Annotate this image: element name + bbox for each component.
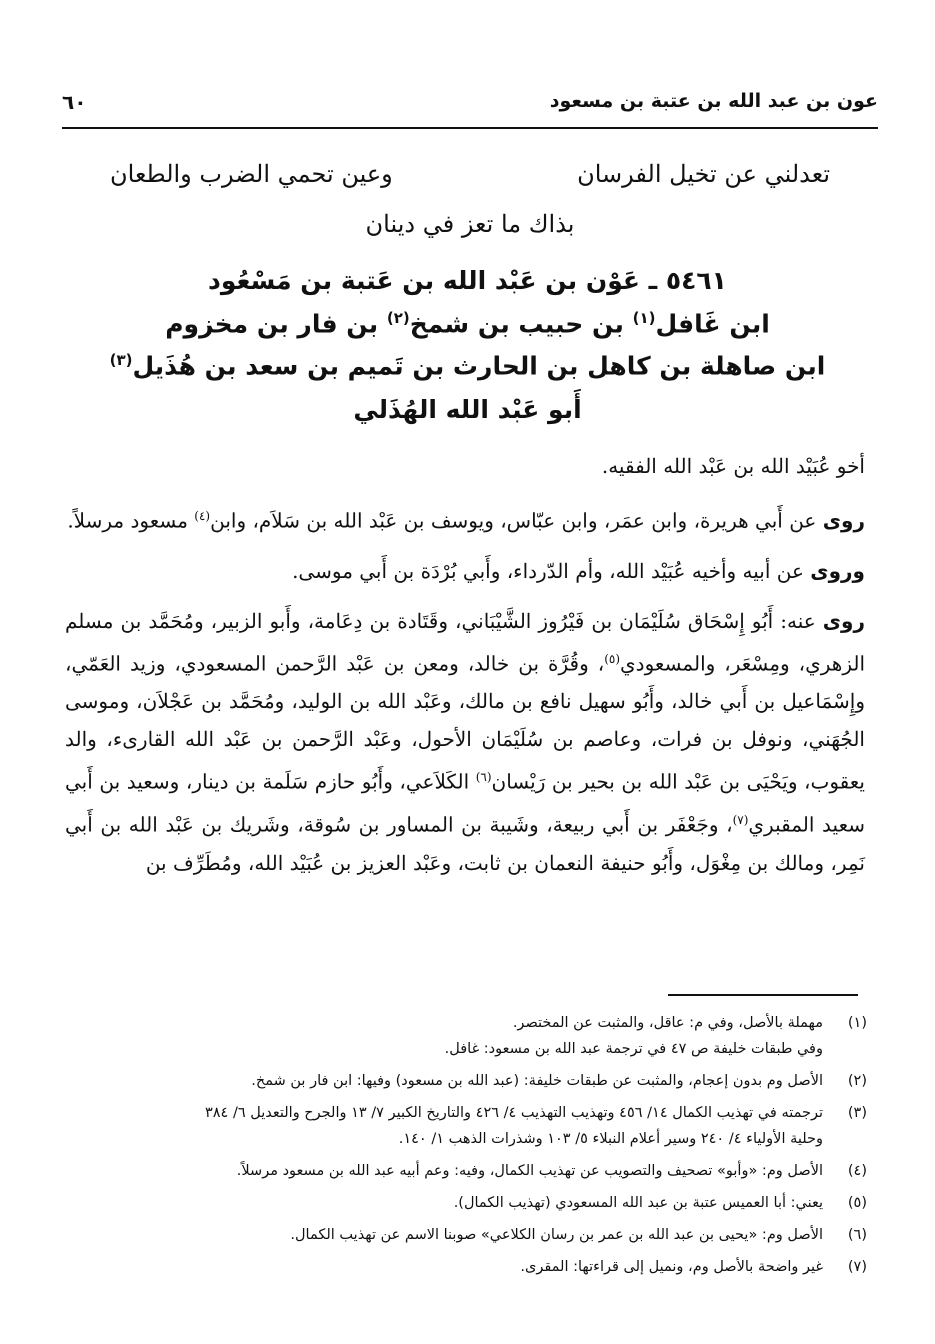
page-header [62,88,878,122]
paragraph-3 [65,552,865,590]
footnote-number: (٧) [847,1259,867,1275]
footnote-text: وفي طبقات خليفة ص ٤٧ في ترجمة عبد الله بن مسعود: غافل. [444,1041,823,1057]
footnote-number: (٤) [847,1163,867,1179]
entry-heading-line-4: أَبو عَبْد الله الهُذَلي [353,395,582,424]
paragraph-text: عنه: أَبُو إِسْحَاق سُلَيْمَان بن فَيْرُوز الشَّيْبَاني، وقَتَادة بن دِعَامة، وأَبو الزبير، ومُحَمَّد بن مسلم الزهري، ومِسْعَر، والمسعودي [65,608,866,676]
paragraph-lead: وروى [810,558,865,583]
paragraph-text: مسعود مرسلاً. [67,508,195,533]
poem-line-2: بذاك ما تعز في دينان [365,210,575,238]
footnote-text: وحلية الأولياء ٤/ ٢٤٠ وسير أعلام النبلاء ٥/ ١٠٣ وشذرات الذهب ١/ ١٤٠. [398,1131,823,1147]
footnote-number: (٦) [847,1227,867,1243]
poem-hemistich-left: وعين تحمي الضرب والطعان [110,160,393,188]
footnote-ref: (١) [632,309,656,327]
footnote [65,1222,867,1248]
paragraph-4 [65,602,865,882]
footnote [65,1068,867,1094]
entry-heading-text: ابن غَافل [655,309,770,339]
footnote-ref: (٧) [732,812,749,827]
paragraph-1: أخو عُبَيْد الله بن عَبْد الله الفقيه. [601,454,865,478]
footnote-rule [668,994,858,996]
footnote-ref: (٦) [475,770,492,785]
footnotes [65,1010,867,1286]
paragraph-lead: روى [822,608,865,633]
paragraph-text: عن أبيه وأخيه عُبَيْد الله، وأم الدّرداء، وأَبي بُرْدَة بن أَبي موسى. [292,558,811,583]
paragraph-lead: روى [822,508,865,533]
paragraph-text: الكَلاَعي، وأَبُو حازم سَلَمة بن دينار، وسعيد بن أَبي سعيد المقبري [65,769,865,837]
footnote-number: (٢) [847,1073,867,1089]
paragraph-text: ، وجَعْفَر بن أَبي ربيعة، وشَيبة بن المساور بن سُوقة، وشَريك بن عَبْد الله بن أَبي نَمِر، ومالك بن مِغْوَل، وأَبُو حنيفة النعمان بن ثابت، وعَبْد العزيز بن عُبَيْد الله، ومُطَرِّف بن [65,812,865,875]
footnote-ref: (٢) [386,309,410,327]
entry-heading-text: بن حبيب بن شمخ [409,309,633,339]
footnote-text: الأصل وم بدون إعجام، والمثبت عن طبقات خليفة: (عبد الله بن مسعود) وفيها: ابن فار بن شمخ. [251,1073,823,1089]
body-text [65,447,865,894]
footnote-text: يعني: أبا العميس عتبة بن عبد الله المسعودي (تهذيب الكمال). [453,1195,823,1211]
footnote-ref: (٥) [604,651,621,666]
footnote [65,1190,867,1216]
paragraph-2 [65,497,865,540]
paragraph-text: عن أَبي هريرة، وابن عمَر، وابن عبّاس، ويوسف بن عَبْد الله بن سَلاَم، وابن [210,508,823,533]
entry-heading-line-3 [80,351,855,380]
page-number: ٦٠ [62,90,87,114]
entry-heading-line-1: ٥٤٦١ ـ عَوْن بن عَبْد الله بن عَتبة بن مَسْعُود [208,266,727,295]
footnote-text: ترجمته في تهذيب الكمال ١٤/ ٤٥٦ وتهذيب التهذيب ٤/ ٤٢٦ والتاريخ الكبير ٧/ ١٣ والجرح والتعديل ٦/ ٣٨٤ [204,1105,823,1121]
footnote [65,1158,867,1184]
poem-hemistich-right: تعدلني عن تخيل الفرسان [577,160,830,188]
entry-heading-text: بن فار بن مخزوم [165,309,387,339]
footnote [65,1254,867,1280]
paragraph-text: ، وقُرَّة بن خالد، ومعن بن عَبْد الرَّحمن المسعودي، وزيد العَمّي، وإِسْمَاعيل بن أَبي خالد، وأَبُو سهيل نافع بن مالك، وعَبْد الله بن الوليد، ومُحَمَّد بن عَجْلاَن، وموسى الجُهَني، ونوفل بن فرات، وعاصم بن سُلَيْمَان الأحول، وعَبْد الرَّحمن بن عَبْد الله القارىء، والد يعقوب، ويَحْيَى بن عَبْد الله بن بحير بن رَيْسان [65,651,866,794]
footnote-number: (٣) [847,1105,867,1121]
footnote-text: مهملة بالأصل، وفي م: عاقل، والمثبت عن المختصر. [512,1015,823,1031]
running-title: عون بن عبد الله بن عتبة بن مسعود [549,90,878,112]
footnote-number: (٥) [847,1195,867,1211]
footnote-ref: (٤) [194,509,211,523]
footnote [65,1100,867,1152]
footnote-text: الأصل وم: «يحيى بن عبد الله بن عمر بن رسان الكلاعي» صوبنا الاسم عن تهذيب الكمال. [290,1227,823,1243]
footnote [65,1010,867,1062]
footnote-text: غير واضحة بالأصل وم، ونميل إلى قراءتها: المقرى. [520,1259,823,1275]
entry-heading-text: ابن صاهلة بن كاهل بن الحارث بن تَميم بن سعد بن هُذَيل [132,351,826,381]
header-rule [62,127,878,129]
footnote-number: (١) [847,1015,867,1031]
footnote-ref: (٣) [109,351,133,369]
footnote-text: الأصل وم: «وأبو» تصحيف والتصويب عن تهذيب الكمال، وفيه: وعم أبيه عبد الله بن مسعود مرسلاً. [236,1163,823,1179]
entry-heading-line-2 [80,309,855,338]
